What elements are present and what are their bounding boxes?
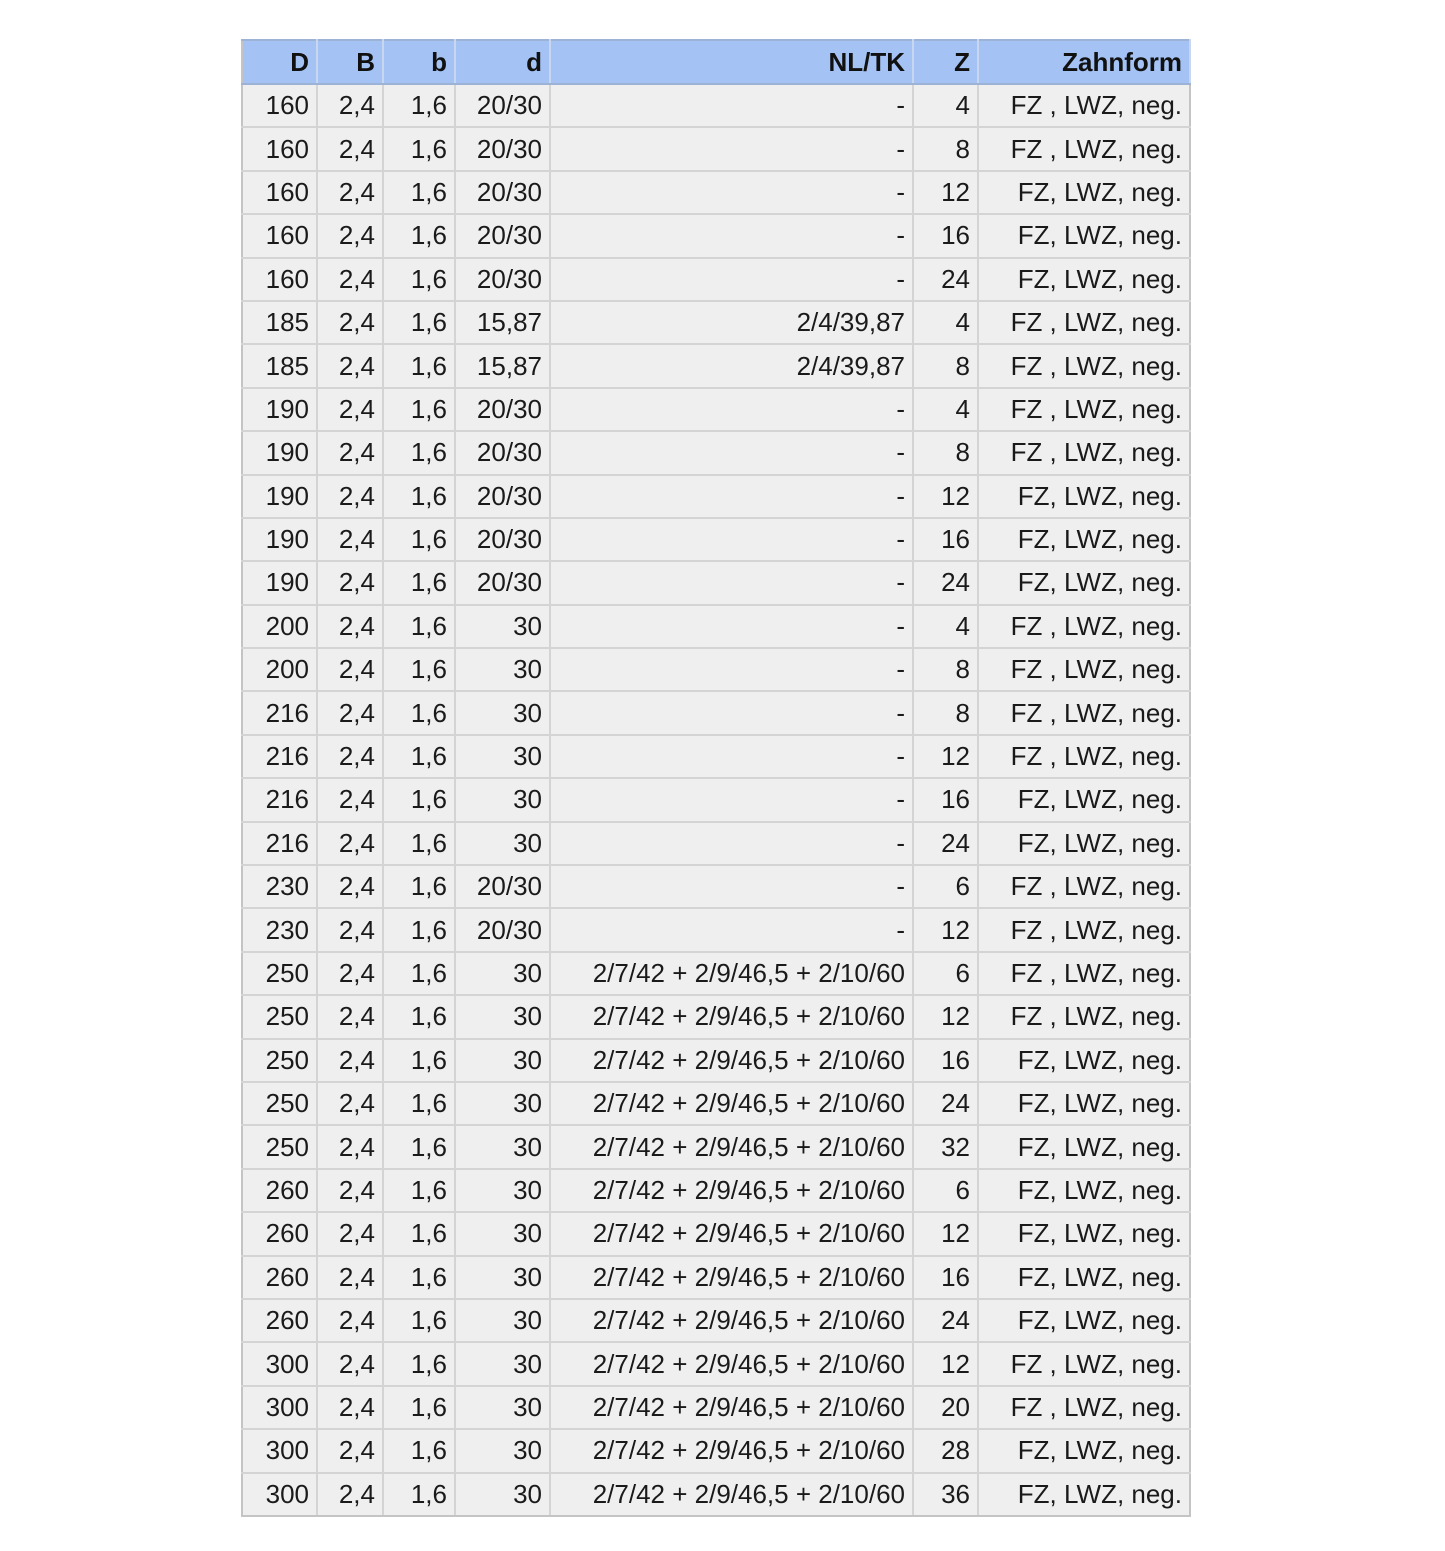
cell-zahnform: FZ , LWZ, neg. — [978, 865, 1190, 908]
cell-b: 1,6 — [383, 258, 455, 301]
cell-nl-tk: - — [550, 561, 913, 604]
cell-z: 12 — [913, 1212, 978, 1255]
table-row — [242, 778, 1190, 821]
cell-zahnform: FZ, LWZ, neg. — [978, 258, 1190, 301]
cell-z: 16 — [913, 518, 978, 561]
cell-D: 160 — [242, 84, 317, 127]
cell-nl-tk: - — [550, 648, 913, 691]
cell-b: 1,6 — [383, 995, 455, 1038]
table-row — [242, 1212, 1190, 1255]
cell-b: 1,6 — [383, 735, 455, 778]
cell-z: 36 — [913, 1473, 978, 1516]
cell-nl-tk: - — [550, 605, 913, 648]
table-row — [242, 1169, 1190, 1212]
cell-b: 1,6 — [383, 778, 455, 821]
table-row — [242, 301, 1190, 344]
cell-zahnform: FZ, LWZ, neg. — [978, 1169, 1190, 1212]
cell-nl-tk: 2/7/42 + 2/9/46,5 + 2/10/60 — [550, 1039, 913, 1082]
cell-D: 260 — [242, 1212, 317, 1255]
cell-zahnform: FZ , LWZ, neg. — [978, 648, 1190, 691]
cell-d: 30 — [455, 605, 550, 648]
cell-z: 16 — [913, 214, 978, 257]
cell-b: 1,6 — [383, 865, 455, 908]
cell-nl-tk: - — [550, 258, 913, 301]
column-header-b: b — [383, 40, 455, 84]
cell-B: 2,4 — [317, 475, 383, 518]
cell-d: 20/30 — [455, 84, 550, 127]
cell-D: 160 — [242, 214, 317, 257]
cell-d: 20/30 — [455, 214, 550, 257]
cell-d: 20/30 — [455, 171, 550, 214]
cell-nl-tk: 2/7/42 + 2/9/46,5 + 2/10/60 — [550, 1429, 913, 1472]
table-row — [242, 1082, 1190, 1125]
cell-b: 1,6 — [383, 127, 455, 170]
table-row — [242, 1342, 1190, 1385]
cell-B: 2,4 — [317, 908, 383, 951]
cell-z: 12 — [913, 995, 978, 1038]
cell-D: 160 — [242, 171, 317, 214]
cell-B: 2,4 — [317, 822, 383, 865]
cell-b: 1,6 — [383, 908, 455, 951]
column-header-D: D — [242, 40, 317, 84]
cell-D: 250 — [242, 1125, 317, 1168]
cell-nl-tk: 2/7/42 + 2/9/46,5 + 2/10/60 — [550, 1473, 913, 1516]
cell-D: 250 — [242, 995, 317, 1038]
cell-zahnform: FZ, LWZ, neg. — [978, 518, 1190, 561]
cell-d: 30 — [455, 1299, 550, 1342]
cell-d: 20/30 — [455, 518, 550, 561]
cell-d: 30 — [455, 778, 550, 821]
cell-b: 1,6 — [383, 344, 455, 387]
cell-D: 250 — [242, 1039, 317, 1082]
table-row — [242, 127, 1190, 170]
cell-z: 16 — [913, 1039, 978, 1082]
cell-nl-tk: 2/7/42 + 2/9/46,5 + 2/10/60 — [550, 952, 913, 995]
cell-z: 12 — [913, 1342, 978, 1385]
cell-d: 30 — [455, 1212, 550, 1255]
cell-B: 2,4 — [317, 778, 383, 821]
cell-D: 230 — [242, 908, 317, 951]
cell-z: 8 — [913, 344, 978, 387]
cell-B: 2,4 — [317, 344, 383, 387]
cell-zahnform: FZ, LWZ, neg. — [978, 1212, 1190, 1255]
cell-zahnform: FZ, LWZ, neg. — [978, 822, 1190, 865]
cell-zahnform: FZ, LWZ, neg. — [978, 1256, 1190, 1299]
cell-B: 2,4 — [317, 171, 383, 214]
cell-D: 200 — [242, 648, 317, 691]
cell-d: 20/30 — [455, 127, 550, 170]
cell-D: 190 — [242, 431, 317, 474]
cell-z: 4 — [913, 388, 978, 431]
cell-D: 160 — [242, 127, 317, 170]
cell-b: 1,6 — [383, 1169, 455, 1212]
cell-z: 8 — [913, 431, 978, 474]
table-row — [242, 475, 1190, 518]
cell-b: 1,6 — [383, 1386, 455, 1429]
cell-D: 250 — [242, 952, 317, 995]
cell-d: 15,87 — [455, 344, 550, 387]
cell-zahnform: FZ, LWZ, neg. — [978, 475, 1190, 518]
cell-B: 2,4 — [317, 1169, 383, 1212]
cell-B: 2,4 — [317, 561, 383, 604]
cell-nl-tk: 2/7/42 + 2/9/46,5 + 2/10/60 — [550, 1342, 913, 1385]
cell-d: 30 — [455, 1342, 550, 1385]
table-row — [242, 952, 1190, 995]
cell-d: 30 — [455, 1256, 550, 1299]
cell-zahnform: FZ , LWZ, neg. — [978, 1342, 1190, 1385]
table-row — [242, 908, 1190, 951]
table-row — [242, 431, 1190, 474]
cell-nl-tk: 2/7/42 + 2/9/46,5 + 2/10/60 — [550, 1082, 913, 1125]
cell-B: 2,4 — [317, 258, 383, 301]
cell-b: 1,6 — [383, 691, 455, 734]
cell-d: 20/30 — [455, 908, 550, 951]
cell-b: 1,6 — [383, 1299, 455, 1342]
cell-z: 6 — [913, 1169, 978, 1212]
cell-zahnform: FZ , LWZ, neg. — [978, 691, 1190, 734]
cell-z: 16 — [913, 778, 978, 821]
cell-B: 2,4 — [317, 431, 383, 474]
cell-D: 250 — [242, 1082, 317, 1125]
cell-zahnform: FZ, LWZ, neg. — [978, 214, 1190, 257]
cell-B: 2,4 — [317, 1342, 383, 1385]
cell-zahnform: FZ , LWZ, neg. — [978, 995, 1190, 1038]
cell-zahnform: FZ , LWZ, neg. — [978, 127, 1190, 170]
cell-B: 2,4 — [317, 214, 383, 257]
cell-z: 24 — [913, 258, 978, 301]
cell-B: 2,4 — [317, 1039, 383, 1082]
column-header-nl-tk: NL/TK — [550, 40, 913, 84]
cell-zahnform: FZ, LWZ, neg. — [978, 1082, 1190, 1125]
cell-zahnform: FZ, LWZ, neg. — [978, 561, 1190, 604]
cell-zahnform: FZ, LWZ, neg. — [978, 1125, 1190, 1168]
cell-d: 30 — [455, 735, 550, 778]
cell-b: 1,6 — [383, 518, 455, 561]
cell-z: 16 — [913, 1256, 978, 1299]
cell-nl-tk: 2/7/42 + 2/9/46,5 + 2/10/60 — [550, 1212, 913, 1255]
cell-d: 20/30 — [455, 865, 550, 908]
column-header-d: d — [455, 40, 550, 84]
cell-zahnform: FZ , LWZ, neg. — [978, 952, 1190, 995]
cell-D: 216 — [242, 778, 317, 821]
cell-z: 12 — [913, 735, 978, 778]
cell-b: 1,6 — [383, 561, 455, 604]
cell-zahnform: FZ , LWZ, neg. — [978, 431, 1190, 474]
column-header-z: Z — [913, 40, 978, 84]
cell-zahnform: FZ , LWZ, neg. — [978, 1386, 1190, 1429]
cell-b: 1,6 — [383, 388, 455, 431]
cell-b: 1,6 — [383, 1125, 455, 1168]
cell-D: 190 — [242, 475, 317, 518]
cell-nl-tk: - — [550, 778, 913, 821]
cell-B: 2,4 — [317, 691, 383, 734]
cell-nl-tk: - — [550, 865, 913, 908]
cell-nl-tk: - — [550, 388, 913, 431]
cell-z: 8 — [913, 127, 978, 170]
cell-nl-tk: - — [550, 822, 913, 865]
cell-b: 1,6 — [383, 301, 455, 344]
table-row — [242, 1039, 1190, 1082]
cell-d: 30 — [455, 1125, 550, 1168]
cell-B: 2,4 — [317, 952, 383, 995]
cell-zahnform: FZ, LWZ, neg. — [978, 1299, 1190, 1342]
cell-nl-tk: 2/4/39,87 — [550, 344, 913, 387]
cell-nl-tk: 2/7/42 + 2/9/46,5 + 2/10/60 — [550, 1386, 913, 1429]
cell-d: 30 — [455, 1039, 550, 1082]
table-header — [242, 40, 1190, 84]
cell-b: 1,6 — [383, 952, 455, 995]
cell-d: 30 — [455, 1473, 550, 1516]
cell-d: 30 — [455, 952, 550, 995]
cell-z: 12 — [913, 171, 978, 214]
cell-B: 2,4 — [317, 648, 383, 691]
cell-B: 2,4 — [317, 605, 383, 648]
cell-b: 1,6 — [383, 431, 455, 474]
cell-nl-tk: - — [550, 475, 913, 518]
cell-B: 2,4 — [317, 1212, 383, 1255]
cell-D: 260 — [242, 1299, 317, 1342]
table-row — [242, 1125, 1190, 1168]
cell-D: 200 — [242, 605, 317, 648]
cell-z: 20 — [913, 1386, 978, 1429]
cell-zahnform: FZ , LWZ, neg. — [978, 388, 1190, 431]
cell-B: 2,4 — [317, 1082, 383, 1125]
cell-D: 190 — [242, 561, 317, 604]
table-row — [242, 171, 1190, 214]
cell-B: 2,4 — [317, 1473, 383, 1516]
cell-nl-tk: 2/7/42 + 2/9/46,5 + 2/10/60 — [550, 1299, 913, 1342]
cell-z: 6 — [913, 865, 978, 908]
cell-D: 190 — [242, 518, 317, 561]
table-body — [242, 84, 1190, 1516]
cell-d: 30 — [455, 1082, 550, 1125]
table-row — [242, 388, 1190, 431]
cell-zahnform: FZ , LWZ, neg. — [978, 344, 1190, 387]
cell-zahnform: FZ, LWZ, neg. — [978, 1429, 1190, 1472]
cell-zahnform: FZ , LWZ, neg. — [978, 301, 1190, 344]
cell-d: 20/30 — [455, 475, 550, 518]
column-header-B: B — [317, 40, 383, 84]
data-table-container — [241, 39, 1191, 1517]
cell-D: 216 — [242, 735, 317, 778]
cell-d: 20/30 — [455, 431, 550, 474]
cell-B: 2,4 — [317, 1386, 383, 1429]
cell-d: 30 — [455, 648, 550, 691]
cell-nl-tk: 2/7/42 + 2/9/46,5 + 2/10/60 — [550, 1256, 913, 1299]
cell-d: 30 — [455, 995, 550, 1038]
table-row — [242, 865, 1190, 908]
table-row — [242, 258, 1190, 301]
cell-B: 2,4 — [317, 1429, 383, 1472]
cell-nl-tk: - — [550, 127, 913, 170]
cell-B: 2,4 — [317, 127, 383, 170]
cell-b: 1,6 — [383, 1082, 455, 1125]
cell-z: 8 — [913, 648, 978, 691]
cell-zahnform: FZ , LWZ, neg. — [978, 908, 1190, 951]
cell-D: 260 — [242, 1256, 317, 1299]
cell-zahnform: FZ, LWZ, neg. — [978, 778, 1190, 821]
cell-D: 185 — [242, 301, 317, 344]
cell-z: 6 — [913, 952, 978, 995]
cell-d: 20/30 — [455, 561, 550, 604]
cell-nl-tk: 2/7/42 + 2/9/46,5 + 2/10/60 — [550, 1125, 913, 1168]
cell-d: 30 — [455, 1169, 550, 1212]
cell-zahnform: FZ , LWZ, neg. — [978, 605, 1190, 648]
table-row — [242, 822, 1190, 865]
cell-D: 260 — [242, 1169, 317, 1212]
cell-zahnform: FZ , LWZ, neg. — [978, 84, 1190, 127]
cell-B: 2,4 — [317, 518, 383, 561]
cell-d: 30 — [455, 1386, 550, 1429]
cell-nl-tk: 2/4/39,87 — [550, 301, 913, 344]
cell-D: 160 — [242, 258, 317, 301]
cell-z: 12 — [913, 908, 978, 951]
cell-zahnform: FZ, LWZ, neg. — [978, 171, 1190, 214]
cell-B: 2,4 — [317, 995, 383, 1038]
cell-b: 1,6 — [383, 214, 455, 257]
saw-blade-spec-table — [241, 39, 1191, 1517]
cell-b: 1,6 — [383, 1473, 455, 1516]
cell-b: 1,6 — [383, 475, 455, 518]
cell-D: 300 — [242, 1473, 317, 1516]
cell-nl-tk: - — [550, 691, 913, 734]
cell-nl-tk: - — [550, 518, 913, 561]
table-row — [242, 605, 1190, 648]
cell-z: 32 — [913, 1125, 978, 1168]
cell-nl-tk: - — [550, 908, 913, 951]
cell-D: 300 — [242, 1342, 317, 1385]
table-row — [242, 1429, 1190, 1472]
cell-d: 15,87 — [455, 301, 550, 344]
table-row — [242, 84, 1190, 127]
cell-z: 24 — [913, 822, 978, 865]
cell-z: 12 — [913, 475, 978, 518]
header-row — [242, 40, 1190, 84]
column-header-zahnform: Zahnform — [978, 40, 1190, 84]
cell-z: 4 — [913, 301, 978, 344]
table-row — [242, 344, 1190, 387]
table-row — [242, 1256, 1190, 1299]
cell-b: 1,6 — [383, 84, 455, 127]
cell-b: 1,6 — [383, 1212, 455, 1255]
cell-B: 2,4 — [317, 1256, 383, 1299]
table-row — [242, 561, 1190, 604]
cell-zahnform: FZ, LWZ, neg. — [978, 1473, 1190, 1516]
table-row — [242, 735, 1190, 778]
cell-nl-tk: - — [550, 214, 913, 257]
cell-zahnform: FZ , LWZ, neg. — [978, 735, 1190, 778]
cell-nl-tk: - — [550, 171, 913, 214]
table-row — [242, 691, 1190, 734]
cell-z: 4 — [913, 605, 978, 648]
cell-b: 1,6 — [383, 1256, 455, 1299]
cell-d: 30 — [455, 822, 550, 865]
cell-B: 2,4 — [317, 388, 383, 431]
cell-z: 24 — [913, 1082, 978, 1125]
cell-B: 2,4 — [317, 865, 383, 908]
table-row — [242, 995, 1190, 1038]
cell-b: 1,6 — [383, 171, 455, 214]
cell-nl-tk: - — [550, 84, 913, 127]
cell-d: 30 — [455, 1429, 550, 1472]
cell-B: 2,4 — [317, 1125, 383, 1168]
cell-B: 2,4 — [317, 301, 383, 344]
cell-d: 20/30 — [455, 258, 550, 301]
cell-z: 24 — [913, 561, 978, 604]
cell-b: 1,6 — [383, 1429, 455, 1472]
table-row — [242, 1473, 1190, 1516]
cell-nl-tk: 2/7/42 + 2/9/46,5 + 2/10/60 — [550, 995, 913, 1038]
cell-nl-tk: - — [550, 431, 913, 474]
cell-D: 190 — [242, 388, 317, 431]
cell-B: 2,4 — [317, 1299, 383, 1342]
cell-nl-tk: 2/7/42 + 2/9/46,5 + 2/10/60 — [550, 1169, 913, 1212]
cell-D: 185 — [242, 344, 317, 387]
table-row — [242, 1299, 1190, 1342]
cell-D: 216 — [242, 822, 317, 865]
cell-b: 1,6 — [383, 1039, 455, 1082]
cell-B: 2,4 — [317, 84, 383, 127]
cell-d: 30 — [455, 691, 550, 734]
cell-z: 4 — [913, 84, 978, 127]
cell-z: 28 — [913, 1429, 978, 1472]
table-row — [242, 648, 1190, 691]
cell-nl-tk: - — [550, 735, 913, 778]
table-row — [242, 214, 1190, 257]
cell-b: 1,6 — [383, 822, 455, 865]
table-row — [242, 1386, 1190, 1429]
cell-zahnform: FZ, LWZ, neg. — [978, 1039, 1190, 1082]
cell-D: 230 — [242, 865, 317, 908]
cell-D: 216 — [242, 691, 317, 734]
cell-b: 1,6 — [383, 648, 455, 691]
cell-D: 300 — [242, 1386, 317, 1429]
cell-z: 24 — [913, 1299, 978, 1342]
cell-z: 8 — [913, 691, 978, 734]
cell-b: 1,6 — [383, 605, 455, 648]
cell-d: 20/30 — [455, 388, 550, 431]
table-row — [242, 518, 1190, 561]
cell-D: 300 — [242, 1429, 317, 1472]
cell-b: 1,6 — [383, 1342, 455, 1385]
cell-B: 2,4 — [317, 735, 383, 778]
